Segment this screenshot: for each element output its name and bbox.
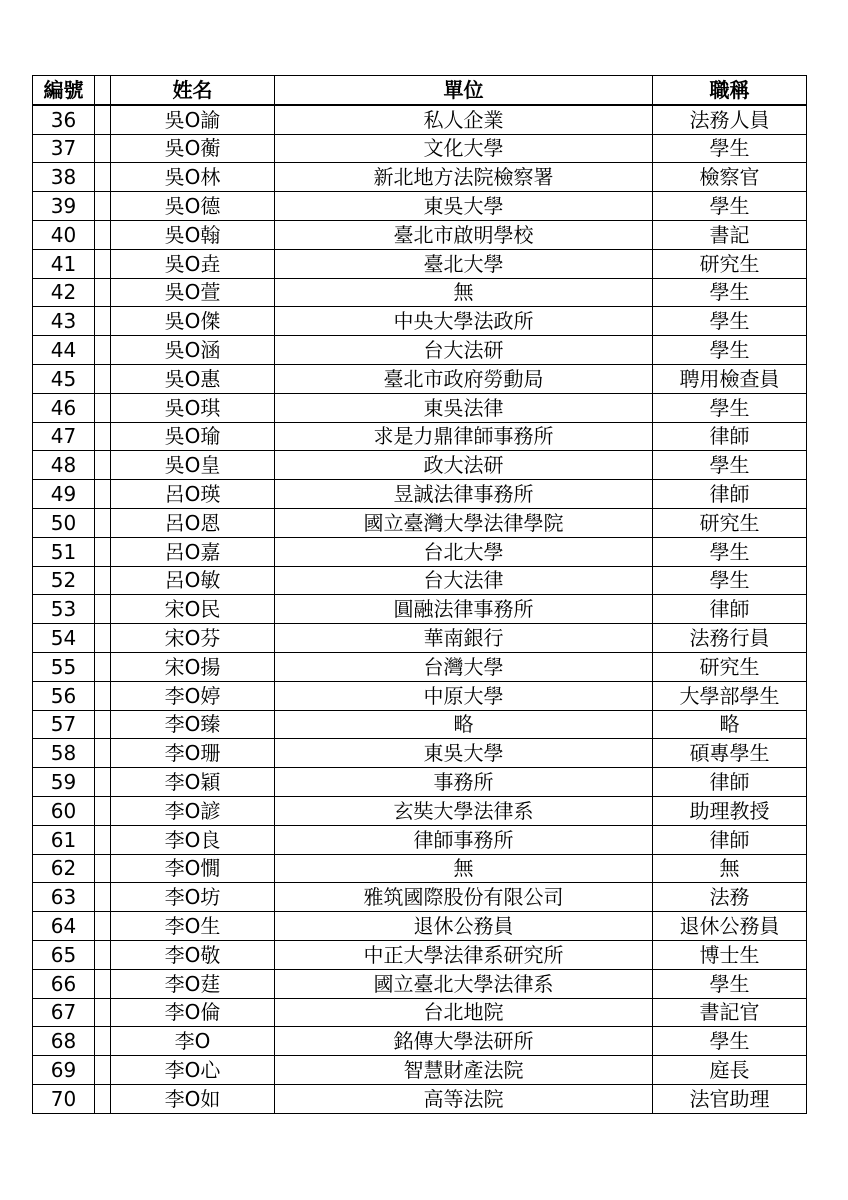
cell-number: 56 — [33, 681, 95, 710]
cell-unit: 政大法研 — [275, 451, 653, 480]
cell-spacer — [95, 451, 111, 480]
cell-unit: 臺北大學 — [275, 249, 653, 278]
table-row — [33, 739, 807, 768]
cell-unit: 智慧財產法院 — [275, 1056, 653, 1085]
cell-unit: 私人企業 — [275, 105, 653, 134]
table-row — [33, 710, 807, 739]
cell-unit: 求是力鼎律師事務所 — [275, 422, 653, 451]
table-row — [33, 307, 807, 336]
cell-title: 律師 — [653, 768, 807, 797]
cell-number: 40 — [33, 220, 95, 249]
header-number: 編號 — [33, 76, 95, 105]
table-row — [33, 393, 807, 422]
table-row — [33, 1056, 807, 1085]
cell-name: 吳O皇 — [111, 451, 275, 480]
cell-name: 吳O蘅 — [111, 134, 275, 163]
table-row — [33, 220, 807, 249]
cell-title: 研究生 — [653, 249, 807, 278]
cell-spacer — [95, 739, 111, 768]
cell-unit: 事務所 — [275, 768, 653, 797]
cell-number: 59 — [33, 768, 95, 797]
cell-title: 法務行員 — [653, 624, 807, 653]
table-row — [33, 825, 807, 854]
cell-unit: 東吳大學 — [275, 192, 653, 221]
cell-name: 李O生 — [111, 912, 275, 941]
cell-unit: 臺北市政府勞動局 — [275, 364, 653, 393]
cell-title: 助理教授 — [653, 796, 807, 825]
cell-unit: 圓融法律事務所 — [275, 595, 653, 624]
cell-spacer — [95, 422, 111, 451]
table-row — [33, 163, 807, 192]
cell-number: 38 — [33, 163, 95, 192]
cell-spacer — [95, 1027, 111, 1056]
cell-unit: 昱誠法律事務所 — [275, 480, 653, 509]
cell-title: 法務 — [653, 883, 807, 912]
table-row — [33, 883, 807, 912]
cell-unit: 退休公務員 — [275, 912, 653, 941]
table-row — [33, 595, 807, 624]
header-spacer — [95, 76, 111, 105]
cell-name: 李O臻 — [111, 710, 275, 739]
cell-name: 吳O諭 — [111, 105, 275, 134]
cell-unit: 玄奘大學法律系 — [275, 796, 653, 825]
table-row — [33, 681, 807, 710]
cell-spacer — [95, 883, 111, 912]
cell-name: 吳O萱 — [111, 278, 275, 307]
header-title: 職稱 — [653, 76, 807, 105]
table-row — [33, 768, 807, 797]
table-row — [33, 624, 807, 653]
table-row — [33, 451, 807, 480]
cell-name: 李O諺 — [111, 796, 275, 825]
cell-title: 學生 — [653, 134, 807, 163]
cell-unit: 東吳法律 — [275, 393, 653, 422]
cell-spacer — [95, 278, 111, 307]
cell-spacer — [95, 969, 111, 998]
cell-title: 律師 — [653, 595, 807, 624]
cell-name: 吳O垚 — [111, 249, 275, 278]
cell-spacer — [95, 710, 111, 739]
cell-title: 律師 — [653, 825, 807, 854]
cell-unit: 台北大學 — [275, 537, 653, 566]
cell-name: 呂O恩 — [111, 508, 275, 537]
cell-unit: 台大法研 — [275, 336, 653, 365]
cell-name: 宋O揚 — [111, 652, 275, 681]
cell-number: 69 — [33, 1056, 95, 1085]
table-row — [33, 566, 807, 595]
cell-name: 吳O琪 — [111, 393, 275, 422]
cell-unit: 台北地院 — [275, 998, 653, 1027]
table-row — [33, 364, 807, 393]
cell-number: 63 — [33, 883, 95, 912]
cell-unit: 臺北市啟明學校 — [275, 220, 653, 249]
cell-unit: 中原大學 — [275, 681, 653, 710]
table-row — [33, 1027, 807, 1056]
cell-spacer — [95, 192, 111, 221]
cell-title: 學生 — [653, 451, 807, 480]
cell-spacer — [95, 768, 111, 797]
cell-name: 宋O芬 — [111, 624, 275, 653]
cell-spacer — [95, 163, 111, 192]
cell-title: 學生 — [653, 566, 807, 595]
cell-unit: 新北地方法院檢察署 — [275, 163, 653, 192]
cell-spacer — [95, 1084, 111, 1113]
cell-name: 李O良 — [111, 825, 275, 854]
cell-number: 61 — [33, 825, 95, 854]
cell-spacer — [95, 796, 111, 825]
cell-spacer — [95, 134, 111, 163]
cell-title: 學生 — [653, 307, 807, 336]
cell-spacer — [95, 940, 111, 969]
cell-unit: 無 — [275, 278, 653, 307]
cell-title: 學生 — [653, 969, 807, 998]
cell-title: 大學部學生 — [653, 681, 807, 710]
cell-unit: 高等法院 — [275, 1084, 653, 1113]
cell-number: 51 — [33, 537, 95, 566]
cell-spacer — [95, 537, 111, 566]
cell-name: 李O憪 — [111, 854, 275, 883]
cell-unit: 律師事務所 — [275, 825, 653, 854]
cell-title: 研究生 — [653, 652, 807, 681]
cell-title: 法務人員 — [653, 105, 807, 134]
cell-name: 吳O傑 — [111, 307, 275, 336]
header-row — [33, 76, 807, 105]
cell-number: 57 — [33, 710, 95, 739]
cell-spacer — [95, 480, 111, 509]
table-row — [33, 912, 807, 941]
cell-name: 呂O嘉 — [111, 537, 275, 566]
cell-unit: 無 — [275, 854, 653, 883]
cell-number: 36 — [33, 105, 95, 134]
cell-title: 書記 — [653, 220, 807, 249]
cell-title: 法官助理 — [653, 1084, 807, 1113]
cell-title: 略 — [653, 710, 807, 739]
cell-title: 博士生 — [653, 940, 807, 969]
cell-number: 67 — [33, 998, 95, 1027]
cell-number: 39 — [33, 192, 95, 221]
table-row — [33, 796, 807, 825]
cell-number: 66 — [33, 969, 95, 998]
table-row — [33, 854, 807, 883]
cell-spacer — [95, 595, 111, 624]
cell-number: 37 — [33, 134, 95, 163]
cell-title: 學生 — [653, 278, 807, 307]
cell-unit: 略 — [275, 710, 653, 739]
cell-unit: 國立臺灣大學法律學院 — [275, 508, 653, 537]
table-row — [33, 480, 807, 509]
cell-name: 吳O涵 — [111, 336, 275, 365]
cell-spacer — [95, 854, 111, 883]
cell-number: 47 — [33, 422, 95, 451]
cell-name: 李O敬 — [111, 940, 275, 969]
cell-title: 無 — [653, 854, 807, 883]
cell-number: 45 — [33, 364, 95, 393]
cell-title: 學生 — [653, 537, 807, 566]
cell-number: 60 — [33, 796, 95, 825]
cell-spacer — [95, 105, 111, 134]
cell-title: 庭長 — [653, 1056, 807, 1085]
table-row — [33, 1084, 807, 1113]
cell-title: 律師 — [653, 422, 807, 451]
cell-unit: 中央大學法政所 — [275, 307, 653, 336]
cell-number: 70 — [33, 1084, 95, 1113]
cell-number: 50 — [33, 508, 95, 537]
cell-name: 李O坊 — [111, 883, 275, 912]
cell-name: 李O珊 — [111, 739, 275, 768]
cell-unit: 台大法律 — [275, 566, 653, 595]
cell-unit: 台灣大學 — [275, 652, 653, 681]
cell-title: 檢察官 — [653, 163, 807, 192]
cell-name: 李O如 — [111, 1084, 275, 1113]
cell-spacer — [95, 220, 111, 249]
cell-unit: 銘傳大學法研所 — [275, 1027, 653, 1056]
cell-unit: 中正大學法律系研究所 — [275, 940, 653, 969]
table-body — [33, 105, 807, 1113]
cell-name: 李O心 — [111, 1056, 275, 1085]
cell-number: 53 — [33, 595, 95, 624]
cell-number: 42 — [33, 278, 95, 307]
cell-title: 碩專學生 — [653, 739, 807, 768]
cell-spacer — [95, 508, 111, 537]
cell-number: 62 — [33, 854, 95, 883]
cell-spacer — [95, 825, 111, 854]
cell-spacer — [95, 307, 111, 336]
table-row — [33, 278, 807, 307]
cell-number: 58 — [33, 739, 95, 768]
table-row — [33, 105, 807, 134]
cell-unit: 東吳大學 — [275, 739, 653, 768]
table-row — [33, 422, 807, 451]
cell-spacer — [95, 998, 111, 1027]
table-row — [33, 940, 807, 969]
cell-title: 學生 — [653, 192, 807, 221]
cell-title: 研究生 — [653, 508, 807, 537]
cell-spacer — [95, 336, 111, 365]
cell-name: 李O婷 — [111, 681, 275, 710]
table-header — [33, 76, 807, 105]
table-row — [33, 998, 807, 1027]
cell-number: 54 — [33, 624, 95, 653]
cell-title: 聘用檢查員 — [653, 364, 807, 393]
cell-spacer — [95, 566, 111, 595]
cell-name: 李O倫 — [111, 998, 275, 1027]
cell-title: 學生 — [653, 1027, 807, 1056]
table-row — [33, 192, 807, 221]
cell-name: 呂O敏 — [111, 566, 275, 595]
cell-name: 李O穎 — [111, 768, 275, 797]
cell-title: 學生 — [653, 393, 807, 422]
cell-name: 吳O德 — [111, 192, 275, 221]
cell-number: 68 — [33, 1027, 95, 1056]
header-unit: 單位 — [275, 76, 653, 105]
cell-spacer — [95, 249, 111, 278]
table-row — [33, 537, 807, 566]
cell-number: 41 — [33, 249, 95, 278]
cell-unit: 華南銀行 — [275, 624, 653, 653]
cell-name: 李O — [111, 1027, 275, 1056]
cell-spacer — [95, 912, 111, 941]
cell-spacer — [95, 652, 111, 681]
cell-spacer — [95, 364, 111, 393]
cell-spacer — [95, 681, 111, 710]
cell-number: 43 — [33, 307, 95, 336]
table-row — [33, 336, 807, 365]
cell-name: 宋O民 — [111, 595, 275, 624]
table-row — [33, 652, 807, 681]
roster-table — [32, 75, 807, 1114]
cell-number: 52 — [33, 566, 95, 595]
cell-spacer — [95, 1056, 111, 1085]
cell-number: 44 — [33, 336, 95, 365]
cell-title: 書記官 — [653, 998, 807, 1027]
cell-spacer — [95, 624, 111, 653]
cell-name: 吳O林 — [111, 163, 275, 192]
table-row — [33, 508, 807, 537]
cell-name: 吳O惠 — [111, 364, 275, 393]
table-row — [33, 134, 807, 163]
cell-number: 46 — [33, 393, 95, 422]
cell-number: 64 — [33, 912, 95, 941]
cell-name: 李O莛 — [111, 969, 275, 998]
table-row — [33, 969, 807, 998]
cell-title: 學生 — [653, 336, 807, 365]
table-row — [33, 249, 807, 278]
cell-number: 65 — [33, 940, 95, 969]
cell-number: 49 — [33, 480, 95, 509]
cell-number: 55 — [33, 652, 95, 681]
cell-number: 48 — [33, 451, 95, 480]
header-name: 姓名 — [111, 76, 275, 105]
cell-title: 退休公務員 — [653, 912, 807, 941]
cell-unit: 國立臺北大學法律系 — [275, 969, 653, 998]
cell-spacer — [95, 393, 111, 422]
cell-name: 吳O瑜 — [111, 422, 275, 451]
cell-name: 吳O翰 — [111, 220, 275, 249]
cell-unit: 文化大學 — [275, 134, 653, 163]
cell-unit: 雅筑國際股份有限公司 — [275, 883, 653, 912]
cell-name: 呂O瑛 — [111, 480, 275, 509]
cell-title: 律師 — [653, 480, 807, 509]
